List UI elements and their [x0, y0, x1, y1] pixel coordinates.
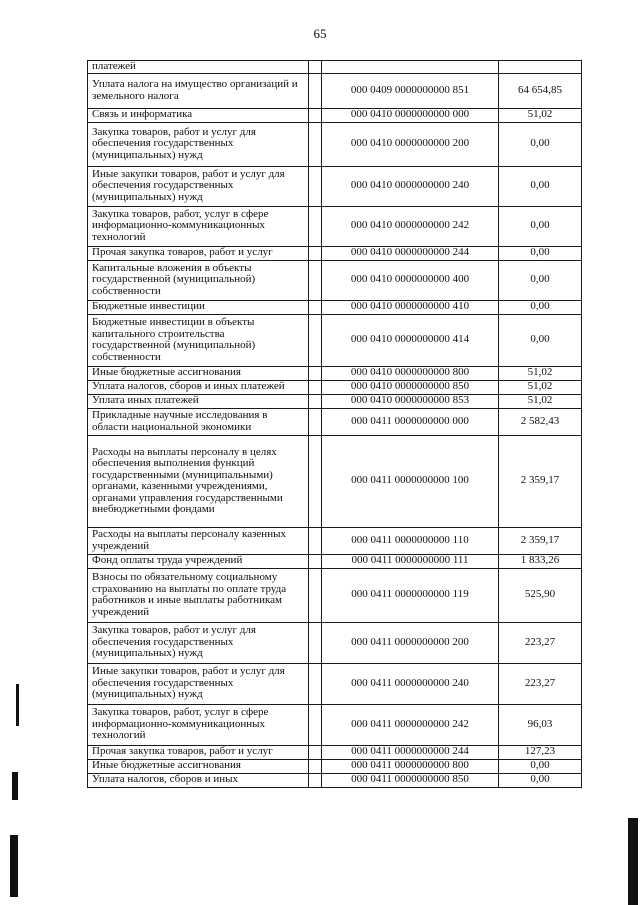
row-amount: 0,00	[499, 206, 582, 246]
table-row	[88, 314, 582, 366]
row-amount: 0,00	[499, 773, 582, 787]
row-name: Иные бюджетные ассигнования	[88, 759, 309, 773]
table-row	[88, 206, 582, 246]
table-row	[88, 704, 582, 745]
row-name: Иные закупки товаров, работ и услуг для обеспечения государственных (муниципальных) нужд	[88, 166, 309, 206]
row-code: 000 0410 0000000000 853	[322, 394, 499, 408]
row-code: 000 0410 0000000000 400	[322, 260, 499, 300]
table-row	[88, 300, 582, 314]
table-row	[88, 108, 582, 122]
table-row	[88, 568, 582, 622]
table-row	[88, 622, 582, 663]
row-code	[322, 61, 499, 74]
row-amount	[499, 61, 582, 74]
row-name: Бюджетные инвестиции	[88, 300, 309, 314]
row-amount: 223,27	[499, 663, 582, 704]
row-name: Уплата налогов, сборов и иных платежей	[88, 380, 309, 394]
row-code: 000 0411 0000000000 000	[322, 408, 499, 435]
row-code: 000 0411 0000000000 100	[322, 435, 499, 527]
table-row	[88, 246, 582, 260]
row-amount: 0,00	[499, 260, 582, 300]
row-name: Прочая закупка товаров, работ и услуг	[88, 246, 309, 260]
table-row	[88, 759, 582, 773]
row-amount: 525,90	[499, 568, 582, 622]
row-code: 000 0411 0000000000 242	[322, 704, 499, 745]
row-code: 000 0411 0000000000 244	[322, 745, 499, 759]
scan-mark	[10, 835, 18, 897]
row-code: 000 0411 0000000000 240	[322, 663, 499, 704]
row-amount: 64 654,85	[499, 73, 582, 108]
row-code: 000 0411 0000000000 110	[322, 527, 499, 554]
table-row	[88, 122, 582, 166]
row-name: Капитальные вложения в объекты государственной (муниципальной) собственности	[88, 260, 309, 300]
row-name: Уплата налога на имущество организаций и земельного налога	[88, 73, 309, 108]
row-name: Прочая закупка товаров, работ и услуг	[88, 745, 309, 759]
table-row	[88, 73, 582, 108]
page-number: 65	[313, 26, 327, 41]
scan-mark	[12, 772, 18, 800]
row-amount: 2 582,43	[499, 408, 582, 435]
row-amount: 2 359,17	[499, 435, 582, 527]
table-row	[88, 663, 582, 704]
row-amount: 51,02	[499, 394, 582, 408]
row-name: Уплата налогов, сборов и иных	[88, 773, 309, 787]
row-code: 000 0410 0000000000 244	[322, 246, 499, 260]
table-row	[88, 408, 582, 435]
row-code: 000 0410 0000000000 414	[322, 314, 499, 366]
table-row	[88, 435, 582, 527]
row-amount: 0,00	[499, 246, 582, 260]
row-code: 000 0411 0000000000 800	[322, 759, 499, 773]
row-amount: 0,00	[499, 759, 582, 773]
table-row	[88, 380, 582, 394]
row-amount: 51,02	[499, 366, 582, 380]
row-name: Бюджетные инвестиции в объекты капитального строительства государственной (муниципальной) собственности	[88, 314, 309, 366]
row-name: Закупка товаров, работ и услуг для обеспечения государственных (муниципальных) нужд	[88, 622, 309, 663]
row-amount: 0,00	[499, 122, 582, 166]
row-code: 000 0411 0000000000 119	[322, 568, 499, 622]
table-row	[88, 554, 582, 568]
row-name: Взносы по обязательному социальному страхованию на выплаты по оплате труда работников и иные выплаты работникам учреждений	[88, 568, 309, 622]
row-amount: 51,02	[499, 108, 582, 122]
row-amount: 0,00	[499, 300, 582, 314]
row-amount: 0,00	[499, 314, 582, 366]
row-name: Фонд оплаты труда учреждений	[88, 554, 309, 568]
table-row	[88, 527, 582, 554]
row-amount: 96,03	[499, 704, 582, 745]
row-amount: 51,02	[499, 380, 582, 394]
row-name: Иные бюджетные ассигнования	[88, 366, 309, 380]
table-row	[88, 166, 582, 206]
row-amount: 127,23	[499, 745, 582, 759]
row-code: 000 0411 0000000000 200	[322, 622, 499, 663]
budget-table	[87, 60, 582, 788]
scan-mark	[16, 684, 19, 726]
row-name: Прикладные научные исследования в области национальной экономики	[88, 408, 309, 435]
row-code: 000 0410 0000000000 410	[322, 300, 499, 314]
row-name: Закупка товаров, работ и услуг для обеспечения государственных (муниципальных) нужд	[88, 122, 309, 166]
table-row	[88, 61, 582, 74]
row-amount: 1 833,26	[499, 554, 582, 568]
row-amount: 2 359,17	[499, 527, 582, 554]
row-amount: 0,00	[499, 166, 582, 206]
table-row	[88, 745, 582, 759]
row-name: Связь и информатика	[88, 108, 309, 122]
row-code: 000 0410 0000000000 800	[322, 366, 499, 380]
row-name: Закупка товаров, работ, услуг в сфере информационно-коммуникационных технологий	[88, 206, 309, 246]
row-code: 000 0410 0000000000 000	[322, 108, 499, 122]
scan-mark	[628, 818, 638, 905]
table-row	[88, 260, 582, 300]
row-name: платежей	[88, 61, 309, 74]
row-name: Уплата иных платежей	[88, 394, 309, 408]
row-name: Расходы на выплаты персоналу в целях обеспечения выполнения функций государственными (муниципальными) органами, казенными учреждениями, органами управления государственными внебюджетными фондами	[88, 435, 309, 527]
table-row	[88, 394, 582, 408]
row-code: 000 0410 0000000000 850	[322, 380, 499, 394]
table-row	[88, 366, 582, 380]
row-amount: 223,27	[499, 622, 582, 663]
row-name: Расходы на выплаты персоналу казенных учреждений	[88, 527, 309, 554]
table-row	[88, 773, 582, 787]
row-code: 000 0411 0000000000 850	[322, 773, 499, 787]
row-code: 000 0410 0000000000 200	[322, 122, 499, 166]
row-code: 000 0410 0000000000 242	[322, 206, 499, 246]
row-code: 000 0411 0000000000 111	[322, 554, 499, 568]
row-name: Иные закупки товаров, работ и услуг для обеспечения государственных (муниципальных) нужд	[88, 663, 309, 704]
row-code: 000 0409 0000000000 851	[322, 73, 499, 108]
row-code: 000 0410 0000000000 240	[322, 166, 499, 206]
row-name: Закупка товаров, работ, услуг в сфере информационно-коммуникационных технологий	[88, 704, 309, 745]
